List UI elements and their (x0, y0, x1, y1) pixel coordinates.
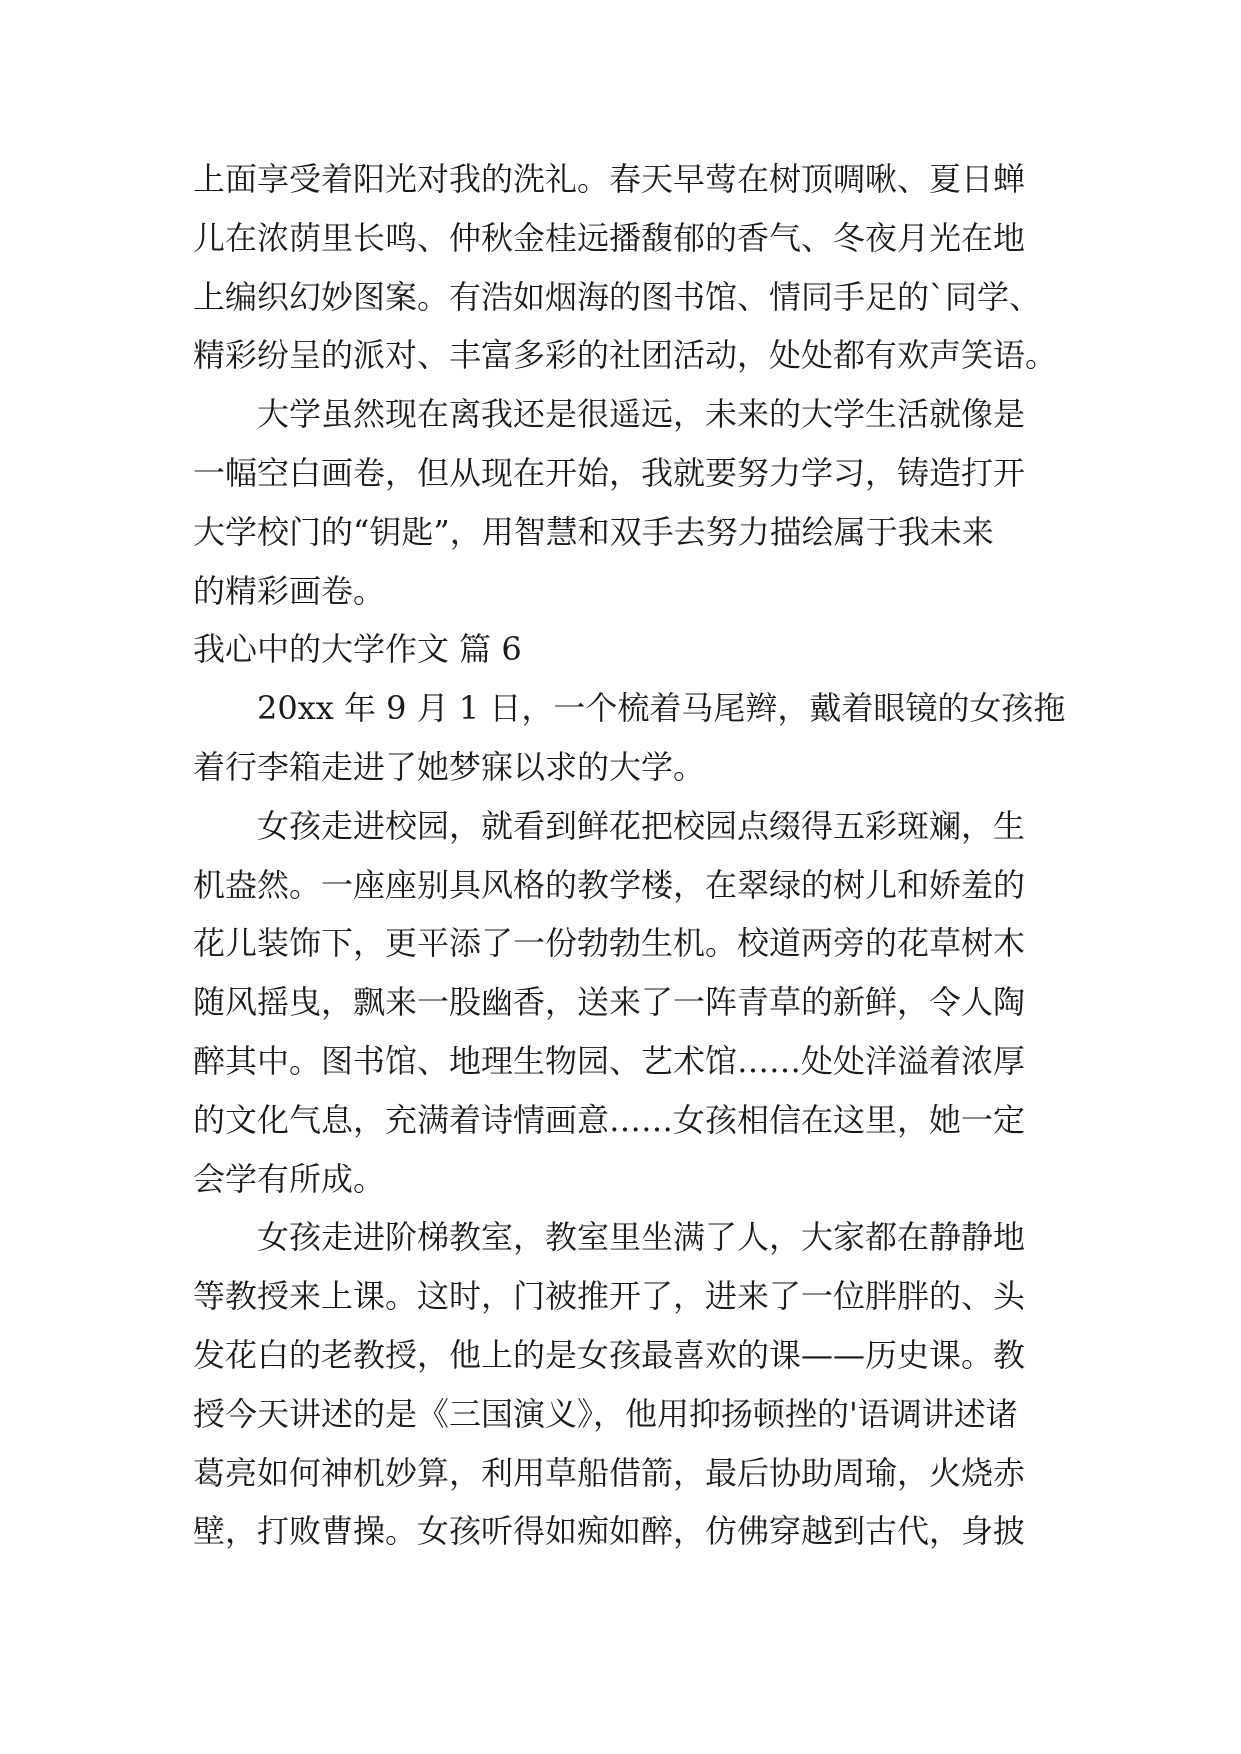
text-line: 机盎然。一座座别具风格的教学楼，在翠绿的树儿和娇羞的 (193, 865, 1026, 904)
text-line: 等教授来上课。这时，门被推开了，进来了一位胖胖的、头 (193, 1277, 1026, 1316)
text-line: 上编织幻妙图案。有浩如烟海的图书馆、情同手足的`同学、 (193, 277, 1042, 316)
text-line: 会学有所成。 (193, 1159, 386, 1198)
text-line: 醉其中。图书馆、地理生物园、艺术馆……处处洋溢着浓厚 (193, 1041, 1026, 1080)
section-heading: 我心中的大学作文 篇 6 (193, 630, 522, 669)
text-line: 精彩纷呈的派对、丰富多彩的社团活动，处处都有欢声笑语。 (193, 336, 1058, 375)
body-text (193, 150, 1073, 1561)
text-line: 随风摇曳，飘来一股幽香，送来了一阵青草的新鲜，令人陶 (193, 983, 1026, 1022)
text-line: 葛亮如何神机妙算，利用草船借箭，最后协助周瑜，火烧赤 (193, 1453, 1026, 1492)
text-line: 授今天讲述的是《三国演义》，他用抑扬顿挫的'语调讲述诸 (193, 1394, 1018, 1433)
text-line: 儿在浓荫里长鸣、仲秋金桂远播馥郁的香气、冬夜月光在地 (193, 218, 1026, 257)
paragraph-first-line: 大学虽然现在离我还是很遥远，未来的大学生活就像是 (257, 395, 1026, 434)
text-line: 的精彩画卷。 (193, 571, 386, 610)
text-line: 大学校门的“钥匙”，用智慧和双手去努力描绘属于我未来 (193, 512, 994, 551)
text-line: 着行李箱走进了她梦寐以求的大学。 (193, 747, 706, 786)
text-line: 花儿装饰下，更平添了一份勃勃生机。校道两旁的花草树木 (193, 924, 1026, 963)
paragraph-first-line: 20xx 年 9 月 1 日，一个梳着马尾辫，戴着眼镜的女孩拖 (257, 689, 1066, 728)
paragraph-first-line: 女孩走进阶梯教室，教室里坐满了人，大家都在静静地 (257, 1218, 1026, 1257)
paragraph-first-line: 女孩走进校园，就看到鲜花把校园点缀得五彩斑斓，生 (257, 806, 1026, 845)
text-line: 发花白的老教授，他上的是女孩最喜欢的课——历史课。教 (193, 1335, 1026, 1374)
text-line: 一幅空白画卷，但从现在开始，我就要努力学习，铸造打开 (193, 453, 1026, 492)
text-line: 壁，打败曹操。女孩听得如痴如醉，仿佛穿越到古代，身披 (193, 1512, 1026, 1551)
text-line: 的文化气息，充满着诗情画意……女孩相信在这里，她一定 (193, 1100, 1026, 1139)
text-line: 上面享受着阳光对我的洗礼。春天早莺在树顶啁啾、夏日蝉 (193, 160, 1026, 198)
